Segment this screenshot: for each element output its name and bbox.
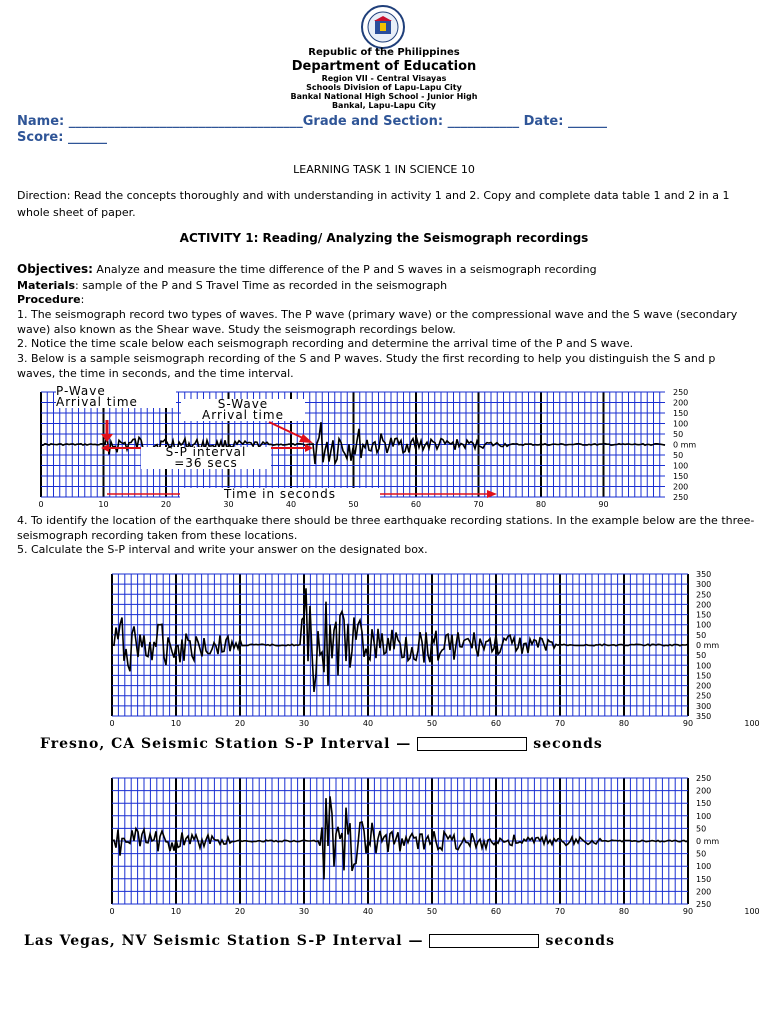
y-tick-label: 250 — [673, 388, 689, 397]
procedure-step-4: 4. To identify the location of the earthquake there should be three earthquake recording stations. In the example below are the three-seismograph recording taken from these locations. — [17, 514, 755, 542]
x-tick-label: 70 — [554, 907, 566, 916]
fresno-caption — [40, 736, 603, 752]
vegas-caption-text: Las Vegas, NV Seismic Station S-P Interval — — [24, 933, 424, 949]
procedure-step-1: 1. The seismograph record two types of waves. The P wave (primary wave) or the compressional wave and the S wave (secondary wave) also known as the Shear wave. Study the seismograph recordings below. — [17, 308, 738, 336]
fresno-seismograph — [40, 566, 760, 734]
date-blank[interactable]: ______ — [567, 114, 607, 129]
x-tick-label: 30 — [298, 907, 310, 916]
sp-interval-value: =36 secs — [174, 456, 238, 470]
x-tick-label: 40 — [362, 719, 374, 728]
objectives-label: Objectives: — [17, 262, 93, 276]
y-tick-label: 200 — [696, 786, 712, 796]
x-tick-label: 10 — [98, 500, 109, 509]
y-tick-label: 250 — [696, 774, 712, 783]
p-wave-callout — [56, 386, 176, 408]
x-tick-label: 50 — [426, 907, 438, 916]
fresno-caption-text: Fresno, CA Seismic Station S-P Interval — — [40, 736, 412, 752]
fresno-answer-box[interactable] — [417, 737, 527, 751]
materials-text: : sample of the P and S Travel Time as recorded in the seismograph — [75, 279, 448, 292]
y-tick-label: 150 — [696, 671, 712, 681]
x-tick-label: 50 — [348, 500, 359, 509]
direction-text: Direction: Read the concepts thoroughly and with understanding in activity 1 and 2. Copy and complete data table 1 and 2 in a 1 whole sheet of paper. — [17, 189, 730, 219]
name-blank[interactable]: ____________________________________ — [68, 114, 303, 129]
x-tick-label: 30 — [298, 719, 310, 728]
x-tick-label: 20 — [234, 907, 246, 916]
student-info-line — [17, 114, 607, 129]
score-label: Score: — [17, 130, 64, 145]
header-republic: Republic of the Philippines — [308, 47, 460, 58]
x-tick-label: 80 — [535, 500, 547, 509]
y-tick-label: 100 — [673, 461, 689, 471]
y-tick-label: 100 — [696, 862, 712, 872]
score-blank[interactable]: ______ — [67, 130, 107, 145]
x-tick-label: 40 — [285, 500, 297, 509]
header-address: Bankal, Lapu-Lapu City — [331, 101, 437, 110]
x-tick-label: 0 — [38, 500, 44, 509]
x-tick-label: 30 — [223, 500, 234, 509]
y-tick-label: 0 mm — [696, 837, 720, 846]
y-tick-label: 50 — [673, 451, 684, 460]
time-in-seconds-label: Time in seconds — [180, 488, 380, 500]
x-tick-label: 70 — [473, 500, 484, 509]
objectives-line — [17, 262, 757, 277]
s-wave-callout — [181, 399, 305, 421]
x-tick-label: 40 — [362, 907, 374, 916]
y-tick-label: 350 — [696, 570, 712, 579]
x-tick-label: 10 — [170, 907, 182, 916]
y-tick-label: 0 mm — [673, 440, 697, 450]
x-tick-label: 80 — [618, 719, 630, 728]
x-tick-label: 20 — [234, 719, 246, 728]
vegas-caption — [24, 933, 615, 949]
x-tick-label: 50 — [426, 719, 438, 728]
y-tick-label: 50 — [696, 651, 707, 661]
s-wave-label: S-Wave — [217, 397, 269, 411]
deped-seal — [361, 5, 405, 49]
y-tick-label: 100 — [696, 620, 712, 630]
y-tick-label: 150 — [673, 472, 689, 481]
y-tick-label: 150 — [696, 799, 712, 809]
grade-blank[interactable]: ___________ — [447, 114, 520, 129]
x-tick-label: 0 — [109, 719, 115, 728]
x-tick-label: 60 — [490, 719, 502, 728]
x-tick-label: 90 — [682, 907, 694, 916]
procedure-step-5: 5. Calculate the S-P interval and write your answer on the designated box. — [17, 543, 428, 556]
vegas-answer-box[interactable] — [429, 934, 539, 948]
y-tick-label: 200 — [696, 681, 712, 691]
s-arrival-label: Arrival time — [202, 408, 284, 422]
y-tick-label: 250 — [696, 691, 712, 701]
x-tick-label: 60 — [410, 500, 422, 509]
y-tick-label: 250 — [696, 590, 712, 600]
x-tick-label: 0 — [109, 907, 115, 916]
y-tick-label: 200 — [673, 398, 689, 408]
materials-line — [17, 278, 757, 293]
y-tick-label: 300 — [696, 701, 712, 711]
procedure-step-2: 2. Notice the time scale below each seismograph recording and determine the arrival time of the P and S wave. — [17, 337, 634, 350]
y-tick-label: 150 — [696, 610, 712, 620]
header-division: Schools Division of Lapu-Lapu City — [306, 83, 462, 92]
y-tick-label: 50 — [696, 630, 707, 640]
y-tick-label: 100 — [673, 419, 689, 429]
x-tick-label: 90 — [598, 500, 609, 509]
x-tick-label: 80 — [618, 907, 630, 916]
y-tick-label: 200 — [696, 887, 712, 897]
x-tick-label: 100 — [744, 907, 760, 916]
name-label: Name: — [17, 114, 65, 129]
header-school: Bankal National High School - Junior High — [290, 92, 478, 101]
y-tick-label: 50 — [696, 849, 707, 859]
procedure-label: Procedure — [17, 293, 81, 306]
objectives-text: Analyze and measure the time difference of the P and S waves in a seismograph recording — [92, 263, 597, 276]
materials-label: Materials — [17, 279, 76, 292]
activity-title: ACTIVITY 1: Reading/ Analyzing the Seismograph recordings — [179, 231, 589, 245]
y-tick-label: 150 — [673, 409, 689, 418]
header-region: Region VII - Central Visayas — [321, 74, 447, 83]
x-tick-label: 20 — [160, 500, 172, 509]
header-department: Department of Education — [291, 59, 477, 74]
sp-interval-callout — [141, 447, 271, 469]
procedure-step-3: 3. Below is a sample seismograph recording of the S and P waves. Study the first recording to help you distinguish the S and p waves, the time in seconds, and the time interval. — [17, 352, 716, 380]
x-tick-label: 70 — [554, 719, 566, 728]
fresno-seconds-label: seconds — [533, 736, 603, 752]
p-arrival-label: Arrival time — [56, 395, 138, 409]
y-tick-label: 200 — [673, 482, 689, 492]
x-tick-label: 100 — [744, 719, 760, 728]
date-label: Date: — [523, 114, 564, 129]
y-tick-label: 100 — [696, 811, 712, 821]
y-tick-label: 250 — [696, 900, 712, 909]
y-tick-label: 350 — [696, 712, 712, 721]
y-tick-label: 0 mm — [696, 641, 720, 650]
y-tick-label: 300 — [696, 580, 712, 590]
procedure-heading: Procedure: — [17, 293, 85, 306]
y-tick-label: 250 — [673, 493, 689, 502]
x-tick-label: 60 — [490, 907, 502, 916]
x-tick-label: 90 — [682, 719, 694, 728]
sp-interval-label: S-P interval — [165, 445, 247, 459]
y-tick-label: 100 — [696, 661, 712, 671]
score-line — [17, 130, 107, 145]
y-tick-label: 50 — [696, 824, 707, 834]
y-tick-label: 200 — [696, 600, 712, 610]
task-title: LEARNING TASK 1 IN SCIENCE 10 — [293, 163, 475, 176]
vegas-seismograph — [40, 764, 760, 930]
y-tick-label: 150 — [696, 874, 712, 884]
vegas-seconds-label: seconds — [545, 933, 615, 949]
grade-label: Grade and Section: — [302, 114, 444, 129]
x-tick-label: 10 — [170, 719, 182, 728]
p-wave-label: P-Wave — [56, 384, 106, 398]
y-tick-label: 50 — [673, 430, 684, 439]
